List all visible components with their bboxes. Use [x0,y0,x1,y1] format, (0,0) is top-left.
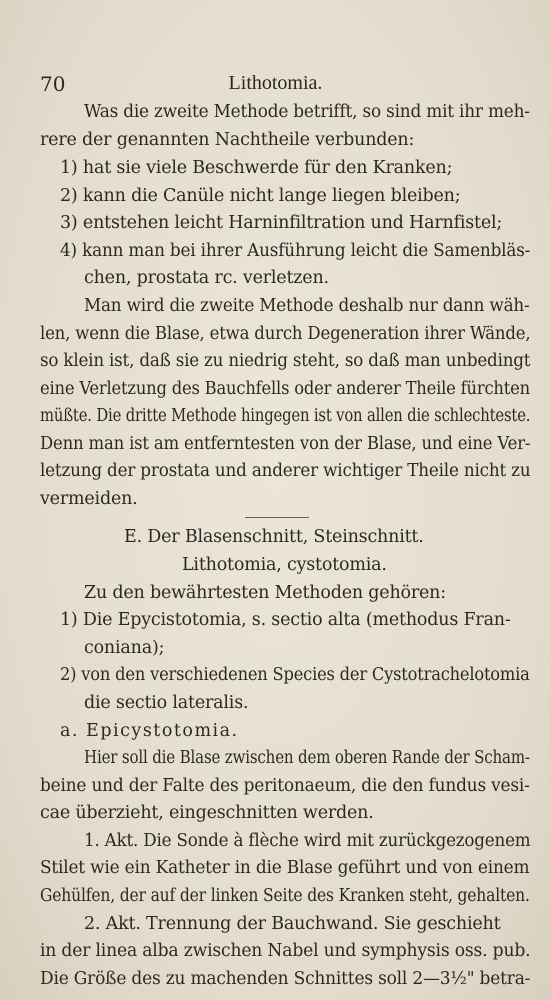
text-line: so klein ist, daß sie zu niedrig steht, so daß man unbedingt [40,351,531,371]
text-line: Gehülfen, der auf der linken Seite des Kranken steht, gehalten. [40,886,530,906]
page-number: 70 [40,72,66,96]
text-line: Man wird die zweite Methode deshalb nur dann wäh- [84,296,530,316]
text-line: len, wenn die Blase, etwa durch Degeneration ihrer Wände, [40,324,531,344]
text-line: rere der genannten Nachtheile verbunden: [40,130,415,150]
text-line: in der linea alba zwischen Nabel und symphysis oss. pub. [40,941,531,961]
text-line: letzung der prostata und anderer wichtiger Theile nicht zu [40,461,531,481]
text-line: Stilet wie ein Katheter in die Blase geführt und von einem [40,858,530,878]
text-line: 2) von den verschiedenen Species der Cystotrachelotomia [60,665,530,685]
section-heading: E. Der Blasenschnitt, Steinschnitt. [124,527,424,547]
text-line: 1) Die Epycistotomia, s. sectio alta (methodus Fran- [60,610,511,630]
text-line: 3) entstehen leicht Harninfiltration und Harnfistel; [60,213,503,233]
text-line: Zu den bewährtesten Methoden gehören: [84,583,446,603]
text-line: eine Verletzung des Bauchfells oder anderer Theile fürchten [40,379,530,399]
text-line: 2. Akt. Trennung der Bauchwand. Sie geschieht [84,914,501,934]
text-line: cae überzieht, eingeschnitten werden. [40,803,374,823]
section-divider [245,517,309,518]
text-line: 1) hat sie viele Beschwerde für den Kranken; [60,158,453,178]
text-line: 4) kann man bei ihrer Ausführung leicht die Samenbläs- [60,241,531,261]
subsection-heading: a. Epicystotomia. [60,721,239,741]
text-line: chen, prostata rc. verletzen. [84,268,329,288]
text-line: müßte. Die dritte Methode hingegen ist von allen die schlechteste. [40,406,531,426]
text-line: die sectio lateralis. [84,693,249,713]
text-line: Hier soll die Blase zwischen dem oberen Rande der Scham- [84,748,530,768]
running-head: Lithotomia. [228,72,323,94]
text-line: Die Größe des zu machenden Schnittes soll 2—3½" betra- [40,969,531,989]
text-line: coniana); [84,638,165,658]
text-line: beine und der Falte des peritonaeum, die den fundus vesi- [40,776,530,796]
text-line: 2) kann die Canüle nicht lange liegen bleiben; [60,186,461,206]
section-subheading: Lithotomia, cystotomia. [182,555,387,575]
text-line: 1. Akt. Die Sonde à flèche wird mit zurückgezogenem [84,831,531,851]
text-line: vermeiden. [40,489,138,509]
page-header [0,72,551,102]
text-line: Denn man ist am entferntesten von der Blase, und eine Ver- [40,434,531,454]
text-line: Was die zweite Methode betrifft, so sind mit ihr meh- [84,102,530,122]
